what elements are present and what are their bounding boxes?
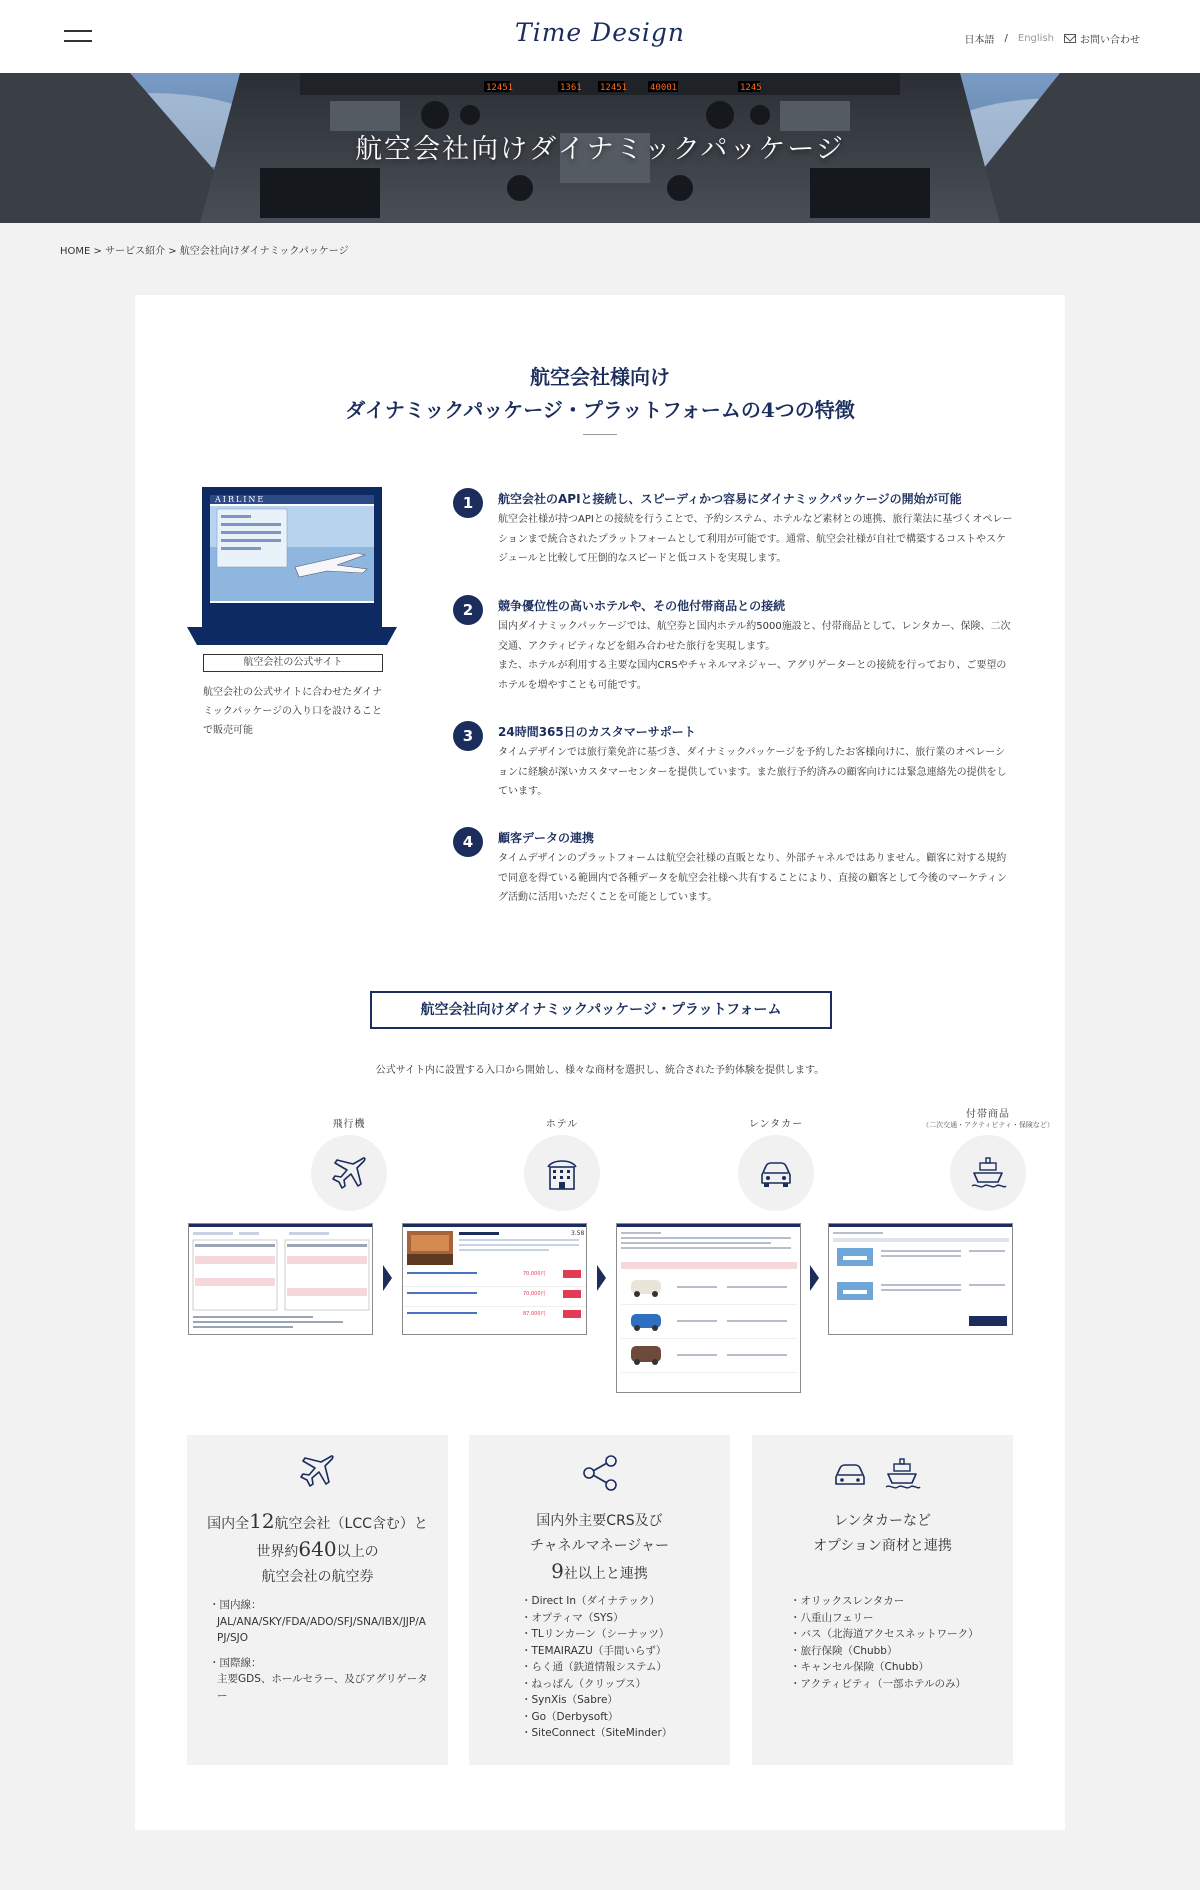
category-add-ons <box>918 1105 1058 1130</box>
hotel-building-icon <box>542 1153 582 1193</box>
feature-number: 4 <box>453 827 483 857</box>
box-headline <box>187 1509 448 1590</box>
section-title-line2: ダイナミックパッケージ・プラットフォームの4つの特徴 <box>345 398 855 422</box>
crs-list <box>521 1593 741 1742</box>
category-label: 飛行機 <box>332 1119 366 1130</box>
category-icon-circle <box>524 1135 600 1211</box>
headline-text: 社以上と連携 <box>563 1566 648 1582</box>
list-item: ・SynXis（Sabre） <box>521 1694 618 1706</box>
box-headline <box>752 1509 1013 1559</box>
lang-separator: / <box>1004 33 1008 44</box>
list-item: JAL/ANA/SKY/FDA/ADO/SFJ/SNA/IBX/JJP/APJ/SJO <box>217 1615 426 1644</box>
hotel-price: 70,000円 <box>523 1271 546 1277</box>
hotel-price: 70,000円 <box>523 1291 546 1297</box>
list-item: ・バス（北海道アクセスネットワーク） <box>790 1628 979 1640</box>
display-readout: 40001 <box>650 83 678 93</box>
flow-arrow-icon <box>810 1265 819 1291</box>
platform-title-box: 航空会社向けダイナミックパッケージ・プラットフォーム <box>370 991 832 1029</box>
headline-text: 世界約 <box>256 1544 299 1560</box>
list-item: ・オプティマ（SYS） <box>521 1611 624 1624</box>
airplane-icon <box>187 1453 448 1493</box>
laptop-illustration <box>187 487 397 647</box>
add-ons-thumbnail <box>829 1224 1013 1335</box>
options-coverage-box <box>752 1435 1013 1765</box>
rental-car-thumbnail <box>617 1224 801 1393</box>
airline-coverage-box <box>187 1435 448 1765</box>
category-icon-circle <box>738 1135 814 1211</box>
headline-number: 640 <box>298 1537 337 1561</box>
airline-list <box>209 1597 429 1704</box>
headline-text: 以上の <box>336 1544 379 1560</box>
feature-title: 24時間365日のカスタマーサポート <box>498 725 696 739</box>
feature-body: 航空会社様が持つAPIとの接続を行うことで、予約システム、ホテルなど素材との連携、旅行業法に基づくオペレーションまで統合されたプラットフォームとして利用が可能です。通常、航空会社様が自社で構築するコストやスケジュールと比較して圧倒的なスピードと低コストを実現します。 <box>498 514 1013 564</box>
options-list <box>790 1593 1010 1692</box>
headline-text: チャネルマネージャー <box>529 1538 670 1554</box>
headline-text: 国内外主要CRS及び <box>536 1513 663 1529</box>
list-item: ・アクティビティ（一部ホテルのみ） <box>790 1677 966 1690</box>
display-readout: 1361 <box>560 83 582 93</box>
list-item: ・キャンセル保険（Chubb） <box>790 1661 929 1673</box>
feature-number: 1 <box>453 488 483 518</box>
feature-body: タイムデザインのプラットフォームは航空会社様の直販となり、外部チャネルではありません。顧客に対する規約で同意を得ている範囲内で各種データを航空会社様へ共有することにより、直接の顧客として今後のマーケティング活動に活用いただくことを可能としています。 <box>498 853 1007 903</box>
category-label: レンタカー <box>748 1119 804 1130</box>
list-item: ・TEMAIRAZU（手間いらず） <box>521 1644 667 1657</box>
contact-label: お問い合わせ <box>1080 35 1140 46</box>
section-title <box>135 361 1065 427</box>
rental-car-screenshot <box>616 1223 801 1393</box>
platform-description: 公式サイト内に設置する入口から開始し、様々な商材を選択し、統合された予約体験を提供します。 <box>375 1065 825 1076</box>
flight-results-thumbnail <box>189 1224 373 1335</box>
feature-body <box>498 617 1013 695</box>
hotel-rating: 3.58 <box>571 1230 585 1237</box>
site-header <box>0 0 1200 73</box>
feature-number: 3 <box>453 721 483 751</box>
contact-link[interactable] <box>1064 31 1140 46</box>
headline-number: 12 <box>249 1509 275 1533</box>
category-airplane <box>279 1115 419 1130</box>
feature-body: タイムデザインでは旅行業免許に基づき、ダイナミックパッケージを予約したお客様向けに、旅行業のオペレーションに経験が深いカスタマーセンターを提供しています。また旅行予約済みの顧客向けには緊急連絡先の提供をしています。 <box>498 747 1007 797</box>
list-item: ・国際線： <box>209 1656 262 1669</box>
list-item: ・ねっぱん（クリップス） <box>521 1677 647 1690</box>
display-readout: 12451 <box>600 83 628 93</box>
list-item: 主要GDS、ホールセラー、及びアグリゲーター <box>217 1673 428 1702</box>
feature-title: 顧客データの連携 <box>498 831 595 845</box>
headline-text: オプション商材と連携 <box>813 1538 952 1554</box>
site-logo[interactable]: Time Design <box>515 18 685 47</box>
add-ons-screenshot <box>828 1223 1013 1335</box>
flow-arrow-icon <box>383 1265 392 1291</box>
ship-icon <box>968 1153 1008 1193</box>
laptop-description: 航空会社の公式サイトに合わせたダイナミックパッケージの入り口を設けることで販売可能 <box>203 687 383 736</box>
headline-number: 9 <box>551 1559 564 1583</box>
category-sub-label: （二次交通・アクティビティ・保険など） <box>922 1121 1054 1129</box>
category-label: 付帯商品 <box>966 1109 1010 1120</box>
list-item: ・八重山フェリー <box>790 1611 874 1624</box>
lang-japanese-link[interactable]: 日本語 <box>964 35 995 46</box>
list-item: ・オリックスレンタカー <box>790 1595 905 1607</box>
section-title-line1: 航空会社様向け <box>530 365 670 389</box>
car-and-ship-icon <box>752 1453 1013 1493</box>
hotel-results-thumbnail <box>403 1224 587 1335</box>
box-headline <box>469 1509 730 1587</box>
feature-body-paragraph: また、ホテルが利用する主要な国内CRSやチャネルマネジャー、アグリゲーターとの接続を行っており、ご要望のホテルを増やすことも可能です。 <box>498 660 1007 691</box>
category-label: ホテル <box>545 1119 579 1130</box>
list-item: ・らく通（鉄道情報システム） <box>521 1661 667 1673</box>
list-item: ・TLリンカーン（シーナッツ） <box>521 1628 670 1640</box>
flight-search-screenshot <box>188 1223 373 1335</box>
category-hotel <box>492 1115 632 1130</box>
page-title: 航空会社向けダイナミックパッケージ <box>355 134 845 165</box>
list-item: ・Go（Derbysoft） <box>521 1710 619 1723</box>
content-card <box>135 295 1065 1830</box>
hotel-search-screenshot <box>402 1223 587 1335</box>
list-item: ・旅行保険（Chubb） <box>790 1644 898 1657</box>
car-icon <box>756 1153 796 1193</box>
hotel-price: 87,000円 <box>523 1311 546 1317</box>
feature-body-paragraph: 国内ダイナミックパッケージでは、航空券と国内ホテル約5000施設と、付帯商品として、レンタカー、保険、二次交通、アクティビティなどを組み合わせた旅行を実現します。 <box>498 621 1011 652</box>
mail-icon <box>1064 34 1076 43</box>
title-divider <box>583 434 617 435</box>
category-icon-circle <box>311 1135 387 1211</box>
airplane-icon <box>329 1153 369 1193</box>
crs-coverage-box <box>469 1435 730 1765</box>
flow-arrow-icon <box>597 1265 606 1291</box>
list-item: ・SiteConnect（SiteMinder） <box>521 1727 673 1739</box>
headline-text: 航空会社（LCC含む）と <box>274 1516 428 1532</box>
laptop-screen-brand: AIRLINE <box>215 495 266 504</box>
hero-banner <box>0 73 1200 223</box>
header-utility-nav <box>965 31 1140 46</box>
list-item: ・Direct In（ダイナテック） <box>521 1595 660 1607</box>
display-readout: 1245 <box>740 83 762 93</box>
headline-text: レンタカーなど <box>833 1513 932 1529</box>
lang-english-link[interactable]: English <box>1017 33 1054 44</box>
display-readout: 12451 <box>486 83 514 93</box>
feature-title: 競争優位性の高いホテルや、その他付帯商品との接続 <box>498 599 786 613</box>
category-rental-car <box>706 1115 846 1130</box>
feature-title: 航空会社のAPIと接続し、スピーディかつ容易にダイナミックパッケージの開始が可能 <box>498 492 962 506</box>
feature-number: 2 <box>453 595 483 625</box>
headline-text: 国内全 <box>207 1516 250 1532</box>
list-item: ・国内線： <box>209 1599 262 1611</box>
category-icon-circle <box>950 1135 1026 1211</box>
breadcrumb[interactable]: HOME > サービス紹介 > 航空会社向けダイナミックパッケージ <box>60 246 349 257</box>
laptop-caption: 航空会社の公式サイト <box>203 654 383 672</box>
share-network-icon <box>469 1453 730 1493</box>
headline-text: 航空会社の航空券 <box>261 1569 374 1585</box>
